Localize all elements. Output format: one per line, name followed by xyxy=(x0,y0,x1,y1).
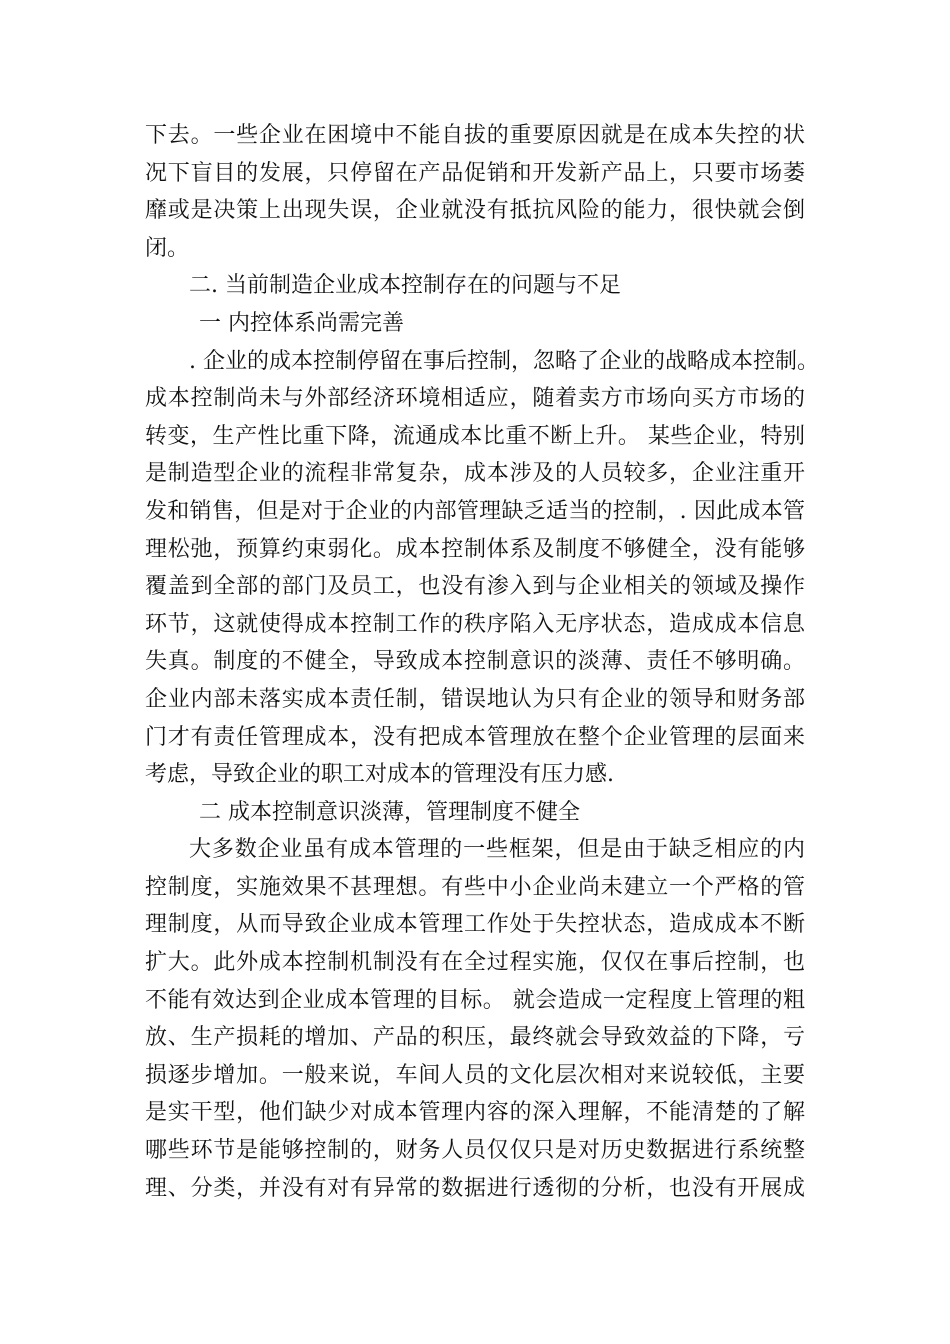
section-heading: 二. 当前制造企业成本控制存在的问题与不足 xyxy=(189,273,621,299)
text-line: 成本控制尚未与外部经济环境相适应，随着卖方市场向买方市场的 xyxy=(145,386,805,412)
text-line: 下去。一些企业在困境中不能自拔的重要原因就是在成本失控的状 xyxy=(145,123,805,148)
text-line: 是实干型，他们缺少对成本管理内容的深入理解，不能清楚的了解 xyxy=(145,1100,805,1126)
text-line: 闭。 xyxy=(145,235,190,261)
text-line: 损逐步增加。一般来说，车间人员的文化层次相对来说较低，主要 xyxy=(145,1062,805,1088)
document-page xyxy=(145,117,819,1207)
text-line: 放、生产损耗的增加、产品的积压，最终就会导致效益的下降，亏 xyxy=(145,1025,805,1051)
text-line: 理制度，从而导致企业成本管理工作处于失控状态，造成成本不断 xyxy=(145,912,805,938)
text-line: 覆盖到全部的部门及员工，也没有渗入到与企业相关的领域及操作 xyxy=(145,574,805,600)
text-line: 转变，生产性比重下降，流通成本比重不断上升。 某些企业，特别 xyxy=(145,423,805,449)
text-line: 企业内部未落实成本责任制，错误地认为只有企业的领导和财务部 xyxy=(145,686,805,712)
text-line: 控制度，实施效果不甚理想。有些中小企业尚未建立一个严格的管 xyxy=(145,874,805,900)
text-line: . 企业的成本控制停留在事后控制，忽略了企业的战略成本控制。 xyxy=(189,348,819,374)
text-line: 是制造型企业的流程非常复杂，成本涉及的人员较多，企业注重开 xyxy=(145,461,805,487)
subsection-heading: 一 内控体系尚需完善 xyxy=(199,310,404,336)
text-line: 扩大。此外成本控制机制没有在全过程实施，仅仅在事后控制，也 xyxy=(145,950,805,976)
text-line: 哪些环节是能够控制的，财务人员仅仅只是对历史数据进行系统整 xyxy=(145,1138,805,1164)
text-line: 靡或是决策上出现失误，企业就没有抵抗风险的能力，很快就会倒 xyxy=(145,198,805,224)
text-line: 不能有效达到企业成本管理的目标。 就会造成一定程度上管理的粗 xyxy=(145,987,805,1013)
text-line: 环节，这就使得成本控制工作的秩序陷入无序状态，造成成本信息 xyxy=(145,611,805,637)
text-line: 失真。制度的不健全，导致成本控制意识的淡薄、责任不够明确。 xyxy=(145,649,805,675)
text-line: 考虑，导致企业的职工对成本的管理没有压力感. xyxy=(145,762,614,788)
text-line: 门才有责任管理成本，没有把成本管理放在整个企业管理的层面来 xyxy=(145,724,805,750)
text-line: 大多数企业虽有成本管理的一些框架，但是由于缺乏相应的内 xyxy=(189,837,805,863)
text-line: 发和销售，但是对于企业的内部管理缺乏适当的控制，. 因此成本管 xyxy=(145,498,805,524)
text-line: 理、分类，并没有对有异常的数据进行透彻的分析，也没有开展成 xyxy=(145,1175,805,1201)
subsection-heading: 二 成本控制意识淡薄，管理制度不健全 xyxy=(199,799,580,825)
text-line: 况下盲目的发展，只停留在产品促销和开发新产品上，只要市场萎 xyxy=(145,160,805,186)
text-line: 理松弛，预算约束弱化。成本控制体系及制度不够健全，没有能够 xyxy=(145,536,805,562)
